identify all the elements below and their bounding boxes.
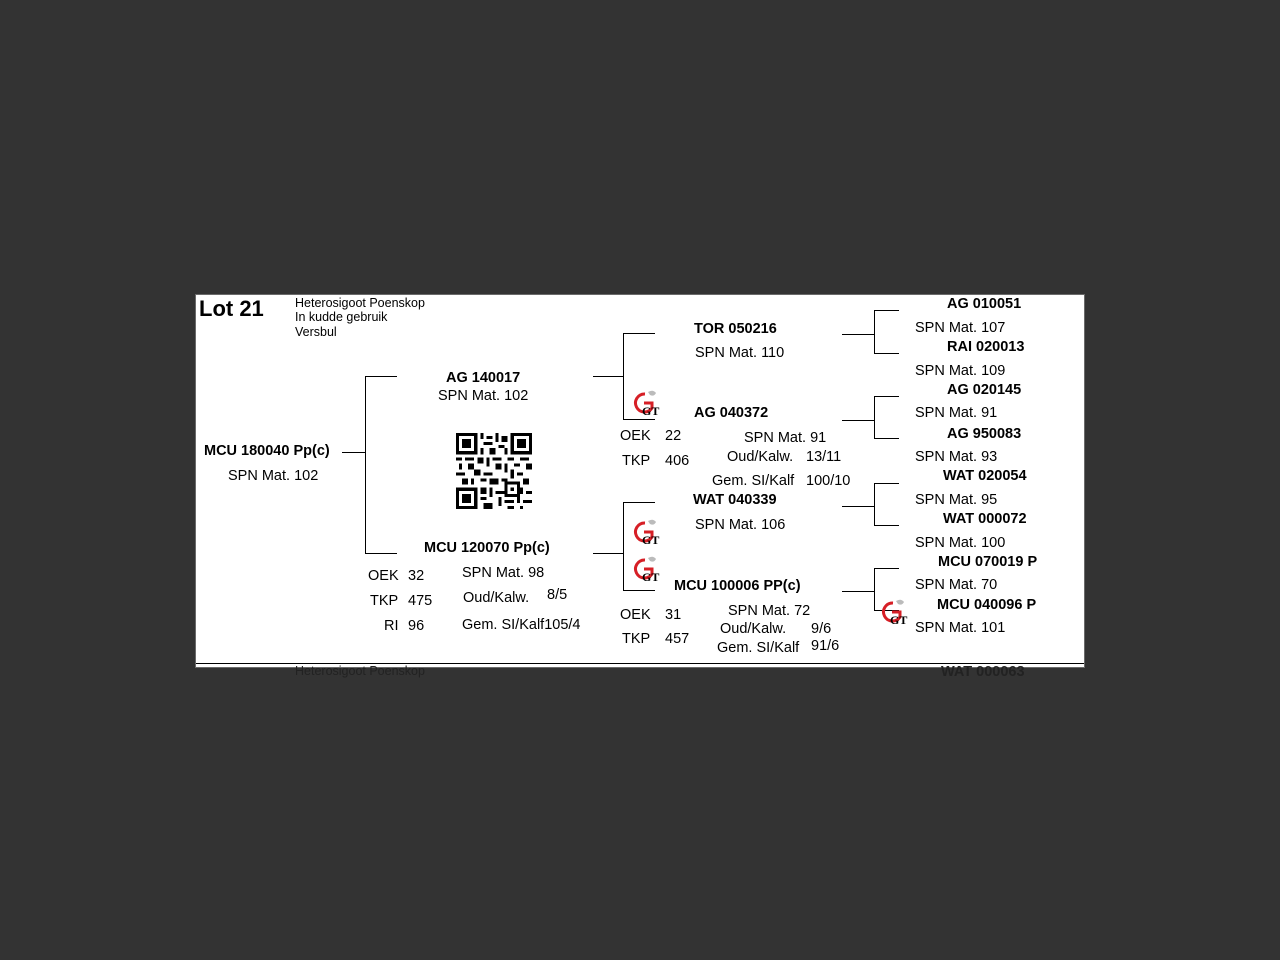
connector-line bbox=[874, 568, 899, 569]
connector-line bbox=[842, 420, 874, 421]
dam-oek-value: 32 bbox=[408, 568, 425, 584]
dam-oek-label: OEK bbox=[368, 568, 399, 584]
sire-dam-id: AG 040372 bbox=[694, 405, 769, 421]
sire-sire-spn: SPN Mat. 110 bbox=[695, 345, 785, 361]
connector-line bbox=[593, 553, 623, 554]
connector-line bbox=[365, 376, 397, 377]
dam-id: MCU 120070 Pp(c) bbox=[424, 540, 550, 556]
gt-logo-icon bbox=[879, 597, 907, 627]
svg-text:GT: GT bbox=[642, 404, 660, 418]
dam-dam-oud-label: Oud/Kalw. bbox=[720, 621, 787, 637]
gen3-spn: SPN Mat. 93 bbox=[915, 449, 998, 465]
gen3-id: WAT 020054 bbox=[943, 468, 1027, 484]
sire-sire-id: TOR 050216 bbox=[694, 321, 777, 337]
note-line-2: In kudde gebruik bbox=[295, 310, 388, 324]
connector-line bbox=[342, 452, 365, 453]
gen3-spn: SPN Mat. 91 bbox=[915, 405, 998, 421]
connector-line bbox=[874, 483, 899, 484]
gt-logo-icon bbox=[631, 554, 659, 584]
dam-dam-gem-label: Gem. SI/Kalf bbox=[717, 640, 800, 656]
dam-oud-label: Oud/Kalw. bbox=[463, 590, 530, 606]
gen3-spn: SPN Mat. 95 bbox=[915, 492, 998, 508]
dam-sire-id: WAT 040339 bbox=[693, 492, 777, 508]
gen3-spn: SPN Mat. 107 bbox=[915, 320, 1006, 336]
svg-text:GT: GT bbox=[642, 533, 660, 547]
dam-gem: Gem. SI/Kalf105/4 bbox=[462, 617, 581, 633]
connector-line bbox=[874, 353, 899, 354]
qr-code-icon bbox=[456, 433, 532, 509]
gen3-id: MCU 070019 P bbox=[938, 554, 1038, 570]
dam-dam-tkp-value: 457 bbox=[665, 631, 690, 647]
dam-tkp-value: 475 bbox=[408, 593, 433, 609]
dam-dam-tkp-label: TKP bbox=[622, 631, 651, 647]
sire-id: AG 140017 bbox=[446, 370, 521, 386]
gen3-id: AG 950083 bbox=[947, 426, 1022, 442]
connector-line bbox=[842, 506, 874, 507]
dam-dam-gem-value: 91/6 bbox=[811, 638, 840, 654]
sire-dam-oud-value: 13/11 bbox=[806, 449, 842, 465]
sire-dam-oek-label: OEK bbox=[620, 428, 651, 444]
dam-dam-spn: SPN Mat. 72 bbox=[728, 603, 811, 619]
connector-line bbox=[623, 590, 655, 591]
connector-line bbox=[842, 334, 874, 335]
animal-id: MCU 180040 Pp(c) bbox=[204, 443, 330, 459]
connector-line bbox=[623, 502, 624, 590]
connector-line bbox=[874, 310, 875, 354]
gen3-id: MCU 040096 P bbox=[937, 597, 1037, 613]
next-lot-id: WAT 000063 bbox=[941, 664, 1025, 680]
sire-dam-gem-label: Gem. SI/Kalf bbox=[712, 473, 795, 489]
sire-dam-oek-value: 22 bbox=[665, 428, 682, 444]
connector-line bbox=[593, 376, 623, 377]
connector-line bbox=[842, 591, 874, 592]
gen3-id: RAI 020013 bbox=[947, 339, 1025, 355]
dam-sire-spn: SPN Mat. 106 bbox=[695, 517, 786, 533]
dam-ri-label: RI bbox=[384, 618, 399, 634]
gen3-spn: SPN Mat. 70 bbox=[915, 577, 998, 593]
svg-text:GT: GT bbox=[642, 570, 660, 584]
gen3-spn: SPN Mat. 100 bbox=[915, 535, 1006, 551]
gen3-id: WAT 000072 bbox=[943, 511, 1027, 527]
dam-ri-value: 96 bbox=[408, 618, 425, 634]
dam-dam-oek-value: 31 bbox=[665, 607, 682, 623]
connector-line bbox=[874, 310, 899, 311]
gt-logo-icon bbox=[631, 517, 659, 547]
connector-line bbox=[623, 333, 655, 334]
dam-dam-oud-value: 9/6 bbox=[811, 621, 832, 637]
pedigree-card bbox=[195, 294, 1085, 680]
dam-spn: SPN Mat. 98 bbox=[462, 565, 545, 581]
dam-dam-oek-label: OEK bbox=[620, 607, 651, 623]
dam-tkp-label: TKP bbox=[370, 593, 399, 609]
note-line-3: Versbul bbox=[295, 325, 337, 339]
gt-logo-icon bbox=[631, 388, 659, 418]
note-line-1: Heterosigoot Poenskop bbox=[295, 296, 425, 310]
dam-oud-value: 8/5 bbox=[547, 587, 568, 603]
gen3-spn: SPN Mat. 101 bbox=[915, 620, 1006, 636]
connector-line bbox=[874, 483, 875, 526]
sire-dam-tkp-label: TKP bbox=[622, 453, 651, 469]
animal-spn: SPN Mat. 102 bbox=[228, 468, 319, 484]
connector-line bbox=[874, 438, 899, 439]
connector-line bbox=[874, 396, 875, 439]
sire-dam-oud-label: Oud/Kalw. bbox=[727, 449, 794, 465]
gen3-spn: SPN Mat. 109 bbox=[915, 363, 1006, 379]
sire-dam-gem-value: 100/10 bbox=[806, 473, 851, 489]
connector-line bbox=[365, 553, 397, 554]
next-lot-note: Heterosigoot Poenskop bbox=[295, 664, 425, 678]
sire-dam-tkp-value: 406 bbox=[665, 453, 690, 469]
gen3-id: AG 010051 bbox=[947, 296, 1022, 312]
lot-label: Lot 21 bbox=[199, 296, 264, 321]
connector-line bbox=[623, 419, 655, 420]
svg-text:GT: GT bbox=[890, 613, 908, 627]
connector-line bbox=[365, 376, 366, 554]
connector-line bbox=[874, 568, 875, 611]
gen3-id: AG 020145 bbox=[947, 382, 1022, 398]
dam-dam-id: MCU 100006 PP(c) bbox=[674, 578, 801, 594]
sire-dam-spn: SPN Mat. 91 bbox=[744, 430, 827, 446]
connector-line bbox=[623, 333, 624, 419]
sire-spn: SPN Mat. 102 bbox=[438, 388, 529, 404]
connector-line bbox=[874, 525, 899, 526]
connector-line bbox=[623, 502, 655, 503]
connector-line bbox=[874, 396, 899, 397]
